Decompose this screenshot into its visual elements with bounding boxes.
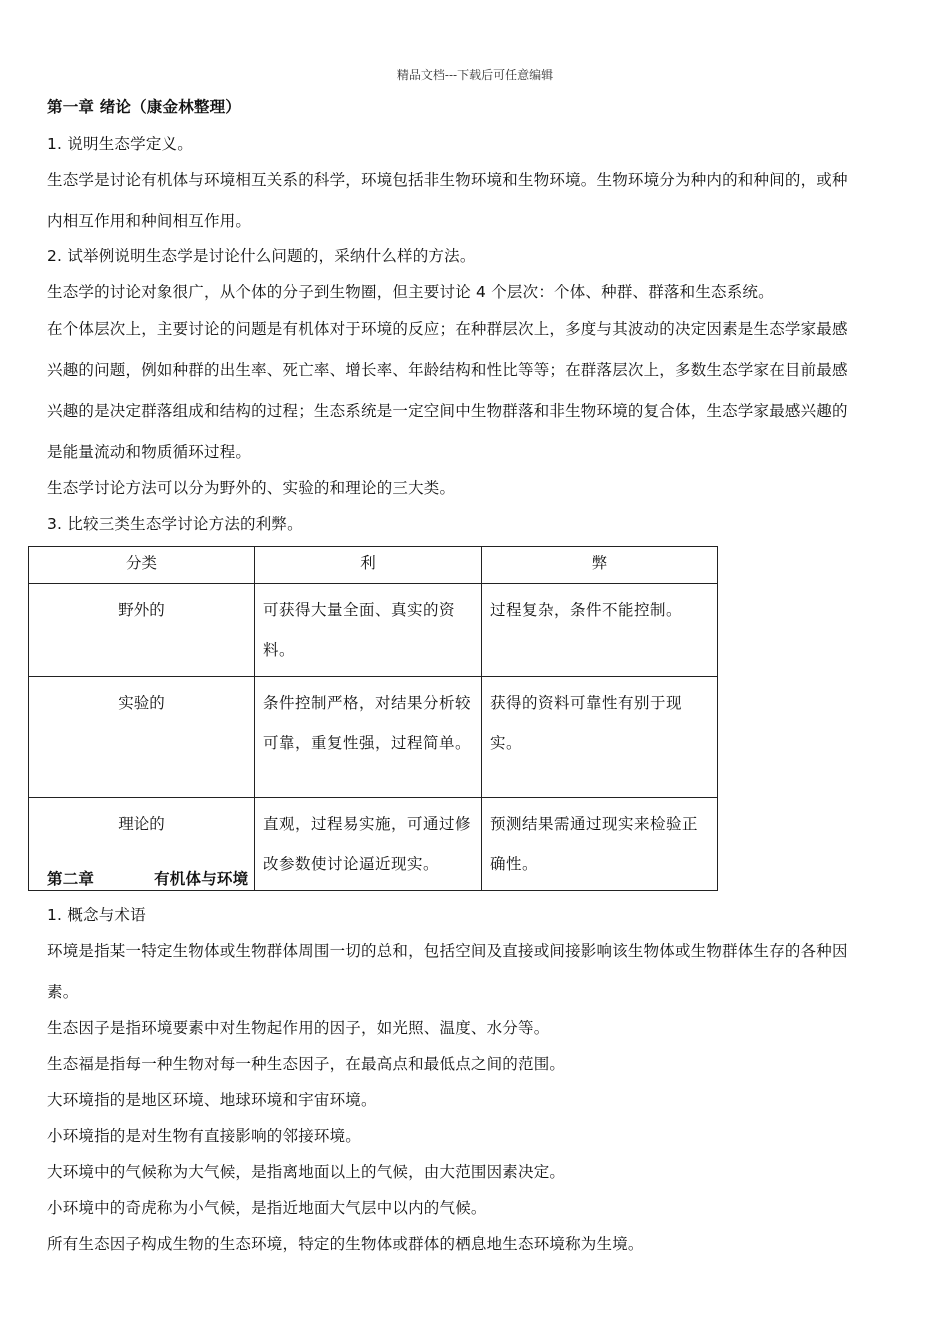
answer-2-line-2: 在个体层次上，主要讨论的问题是有机体对于环境的反应；在种群层次上，多度与其波动的决定因素是生态学家最感 (47, 320, 848, 338)
question-1: 1. 说明生态学定义。 (47, 135, 193, 153)
cell-cons: 过程复杂，条件不能控制。 (482, 584, 718, 677)
chapter-2-name: 有机体与环境 (154, 870, 249, 888)
table-row (29, 584, 718, 677)
table-header-row (29, 547, 718, 584)
ch2-line-1: 环境是指某一特定生物体或生物群体周围一切的总和，包括空间及直接或间接影响该生物体或生物群体生存的各种因 (47, 942, 848, 960)
chapter-2-title (47, 869, 907, 889)
answer-1-line-2: 内相互作用和种间相互作用。 (47, 212, 252, 230)
ch2-line-2: 素。 (47, 983, 79, 1001)
chapter-1-title: 第一章 绪论（康金林整理） (47, 98, 241, 116)
header-cons: 弊 (482, 547, 718, 584)
cell-pros: 条件控制严格，对结果分析较可靠，重复性强，过程简单。 (255, 677, 482, 798)
cell-cons: 预测结果需通过现实来检验正确性。 (482, 798, 718, 891)
ch2-question-1: 1. 概念与术语 (47, 906, 146, 924)
question-2: 2. 试举例说明生态学是讨论什么问题的，采纳什么样的方法。 (47, 247, 476, 265)
methods-comparison-table (28, 546, 718, 891)
ch2-line-4: 生态福是指每一种生物对每一种生态因子，在最高点和最低点之间的范围。 (47, 1055, 566, 1073)
ch2-line-5: 大环境指的是地区环境、地球环境和宇宙环境。 (47, 1091, 377, 1109)
cell-pros: 直观，过程易实施，可通过修改参数使讨论逼近现实。 (255, 798, 482, 891)
answer-2-line-4: 兴趣的是决定群落组成和结构的过程；生态系统是一定空间中生物群落和非生物环境的复合体，生态学家最感兴趣的 (47, 402, 848, 420)
answer-2-line-5: 是能量流动和物质循环过程。 (47, 443, 252, 461)
answer-1-line-1: 生态学是讨论有机体与环境相互关系的科学，环境包括非生物环境和生物环境。生物环境分为种内的和种间的，或种 (47, 171, 848, 189)
ch2-line-9: 所有生态因子构成生物的生态环境，特定的生物体或群体的栖息地生态环境称为生境。 (47, 1235, 644, 1253)
answer-2-line-3: 兴趣的问题，例如种群的出生率、死亡率、增长率、年龄结构和性比等等；在群落层次上，多数生态学家在目前最感 (47, 361, 848, 379)
answer-2-line-6: 生态学讨论方法可以分为野外的、实验的和理论的三大类。 (47, 479, 456, 497)
header-category: 分类 (29, 547, 255, 584)
ch2-line-7: 大环境中的气候称为大气候，是指离地面以上的气候，由大范围因素决定。 (47, 1163, 566, 1181)
chapter-2-number: 第二章 (47, 870, 95, 888)
ch2-line-6: 小环境指的是对生物有直接影响的邻接环境。 (47, 1127, 362, 1145)
table-row (29, 677, 718, 798)
question-3: 3. 比较三类生态学讨论方法的利弊。 (47, 515, 303, 533)
ch2-line-3: 生态因子是指环境要素中对生物起作用的因子，如光照、温度、水分等。 (47, 1019, 550, 1037)
header-pros: 利 (255, 547, 482, 584)
cell-category: 实验的 (29, 677, 255, 798)
cell-pros: 可获得大量全面、真实的资料。 (255, 584, 482, 677)
cell-category: 野外的 (29, 584, 255, 677)
ch2-line-8: 小环境中的奇虎称为小气候，是指近地面大气层中以内的气候。 (47, 1199, 487, 1217)
watermark-header: 精品文档---下载后可任意编辑 (396, 68, 554, 82)
cell-cons: 获得的资料可靠性有别于现实。 (482, 677, 718, 798)
answer-2-line-1: 生态学的讨论对象很广，从个体的分子到生物圈，但主要讨论 4 个层次：个体、种群、群落和生态系统。 (47, 283, 774, 301)
cell-category: 理论的 (29, 798, 255, 891)
